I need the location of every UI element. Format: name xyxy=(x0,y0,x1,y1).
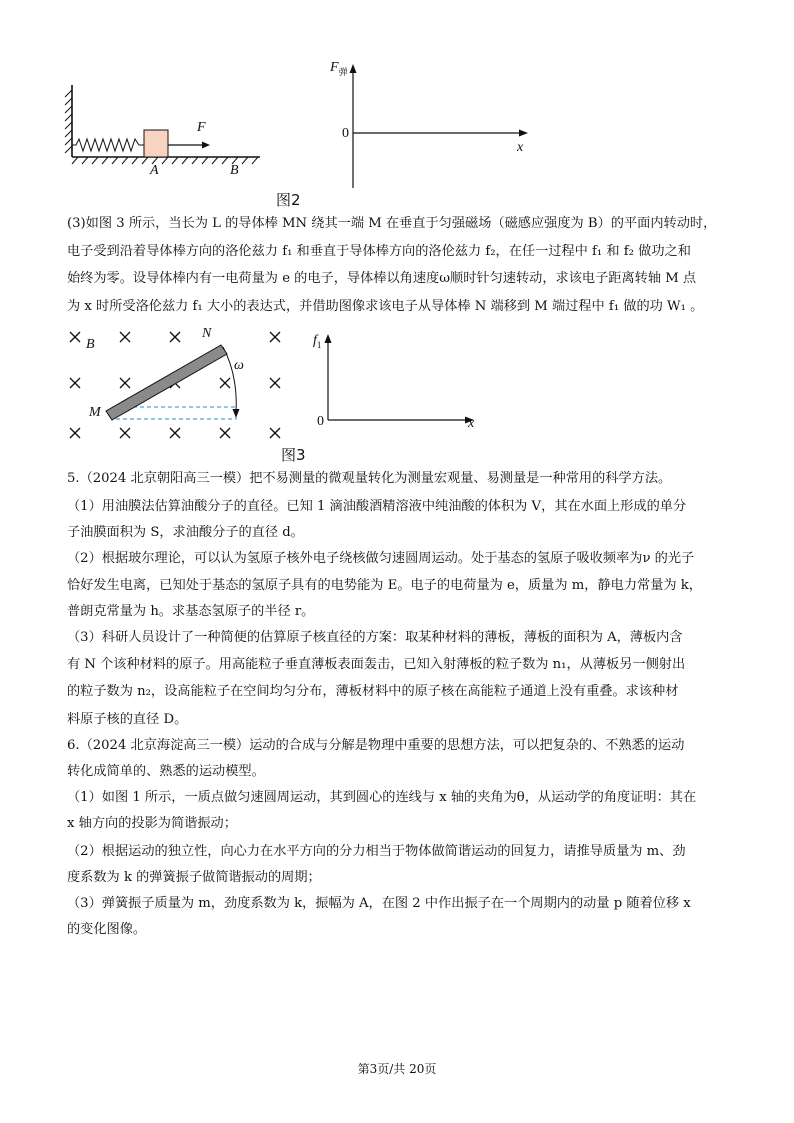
q6-part1-line-2: x 轴方向的投影为简谐振动； xyxy=(67,816,237,831)
point-a-label: A xyxy=(150,163,159,178)
q5-heading: 5.（2024 北京朝阳高三一模）把不易测量的微观量转化为测量宏观量、易测量是一种常用的科学方法。 xyxy=(67,471,672,486)
page-number-footer: 第3页/共 20页 xyxy=(357,1062,437,1076)
q3-line-2: 电子受到沿着导体棒方向的洛伦兹力 f₁ 和垂直于导体棒方向的洛伦兹力 f₂，在任一过程中 f₁ 和 f₂ 做功之和 xyxy=(67,244,691,259)
fig3-y-axis-label: $f_1$ xyxy=(313,333,322,350)
fig3-origin-label: 0 xyxy=(317,414,324,429)
q5-part1-line-1: （1）用油膜法估算油酸分子的直径。已知 1 滴油酸酒精溶液中纯油酸的体积为 V，其在水面上形成的单分 xyxy=(67,499,687,514)
q5-part2-line-1: （2）根据玻尔理论，可以认为氢原子核外电子绕核做匀速圆周运动。处于基态的氢原子吸收频率为ν 的光子 xyxy=(67,551,695,566)
fig2-origin-label: 0 xyxy=(342,126,349,141)
rod-end-n-label: N xyxy=(202,326,212,341)
q6-heading-line-2: 转化成简单的、熟悉的运动模型。 xyxy=(67,764,265,779)
fig3-x-axis-label: x xyxy=(468,416,475,431)
force-label: F xyxy=(197,120,206,135)
magnetic-field-crosses xyxy=(70,332,280,438)
fig2-axes xyxy=(340,60,540,190)
pivot-m-label: M xyxy=(89,405,101,420)
point-b-label: B xyxy=(230,163,239,178)
q5-part2-line-2: 恰好发生电离，已知处于基态的氢原子具有的电势能为 E。电子的电荷量为 e，质量为 m，静电力常量为 k， xyxy=(67,578,702,593)
omega-label: ω xyxy=(234,358,244,373)
q3-line-1: (3)如图 3 所示，当长为 L 的导体棒 MN 绕其一端 M 在垂直于匀强磁场（磁感应强度为 B）的平面内转动时， xyxy=(67,216,717,231)
q6-part3-line-2: 的变化图像。 xyxy=(67,922,147,937)
q6-part2-line-1: （2）根据运动的独立性，向心力在水平方向的分力相当于物体做简谐运动的回复力，请推导质量为 m、劲 xyxy=(67,844,686,859)
q5-part3-line-2: 有 N 个该种材料的原子。用高能粒子垂直薄板表面轰击，已知入射薄板的粒子数为 n₁，从薄板另一侧射出 xyxy=(67,657,686,672)
q5-part2-line-3: 普朗克常量为 h。求基态氢原子的半径 r。 xyxy=(67,604,315,619)
fig3-caption: 图3 xyxy=(281,446,306,464)
q5-part3-line-1: （3）科研人员设计了一种简便的估算原子核直径的方案：取某种材料的薄板，薄板的面积为 A，薄板内含 xyxy=(67,630,683,645)
fig3-axes xyxy=(320,330,480,430)
q5-part3-line-4: 料原子核的直径 D。 xyxy=(67,712,188,727)
q6-part1-line-1: （1）如图 1 所示，一质点做匀速圆周运动，其到圆心的连线与 x 轴的夹角为θ，从运动学的角度证明：其在 xyxy=(67,790,697,805)
fig2-caption: 图2 xyxy=(276,191,301,209)
rotating-rod-diagram xyxy=(60,325,300,445)
q6-part3-line-1: （3）弹簧振子质量为 m，劲度系数为 k，振幅为 A，在图 2 中作出振子在一个周期内的动量 p 随着位移 x xyxy=(67,896,691,911)
q5-part1-line-2: 子油膜面积为 S，求油酸分子的直径 d。 xyxy=(67,525,304,540)
q3-line-4: 为 x 时所受洛伦兹力 f₁ 大小的表达式，并借助图像求该电子从导体棒 N 端移到 M 端过程中 f₁ 做的功 W₁ 。 xyxy=(67,299,704,314)
q6-part2-line-2: 度系数为 k 的弹簧振子做简谐振动的周期； xyxy=(67,870,321,885)
q3-line-3: 始终为零。设导体棒内有一电荷量为 e 的电子，导体棒以角速度ω顺时针匀速转动，求该电子距离转轴 M 点 xyxy=(67,271,697,286)
fig2-x-axis-label: x xyxy=(517,140,524,155)
q5-part3-line-3: 的粒子数为 n₂，设高能粒子在空间均匀分布，薄板材料中的原子核在高能粒子通道上没有重叠。求该种材 xyxy=(67,684,679,699)
field-b-label: B xyxy=(86,337,95,352)
fig2-y-axis-label: $F_弹$ xyxy=(330,60,348,77)
q6-heading-line-1: 6.（2024 北京海淀高三一模）运动的合成与分解是物理中重要的思想方法，可以把复杂的、不熟悉的运动 xyxy=(67,738,685,753)
